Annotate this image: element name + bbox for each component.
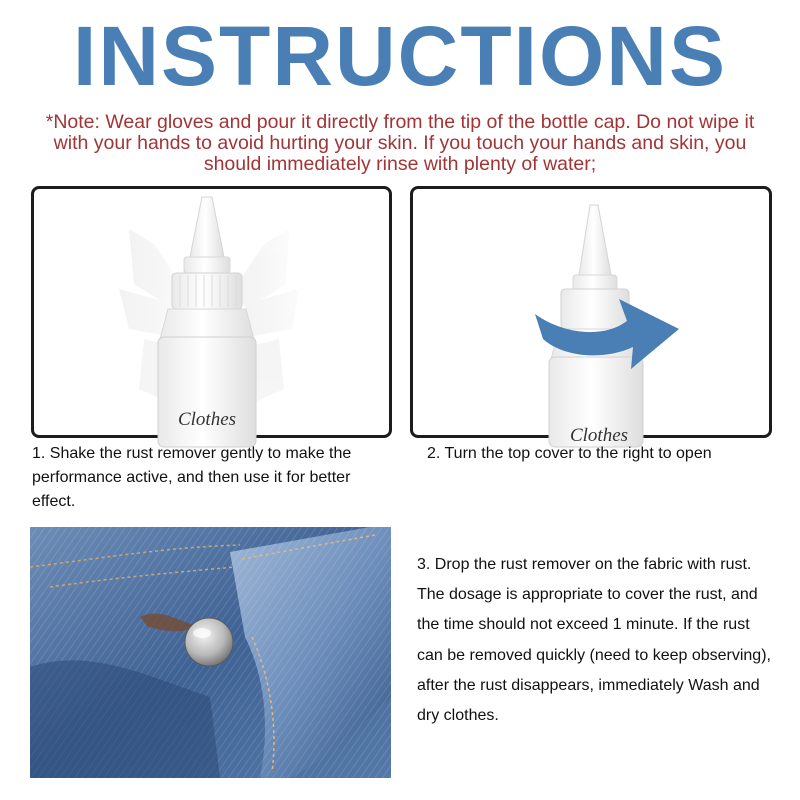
step3-caption: 3. Drop the rust remover on the fabric with rust. The dosage is appropriate to cover the rust, and the time should not exceed 1 minute. If the rust can be removed quickly (need to keep observing), after the rust disappears, immediately Wash and dry clothes. xyxy=(417,556,771,725)
step2-image-panel xyxy=(410,186,772,446)
denim-collar-photo xyxy=(30,527,391,778)
step1-caption: 1. Shake the rust remover gently to make the performance active, and then use it for better effect. xyxy=(32,445,352,510)
page-title: INSTRUCTIONS xyxy=(73,9,727,103)
open-cap-illustration xyxy=(413,189,769,446)
warning-note: *Note: Wear gloves and pour it directly from the tip of the bottle cap. Do not wipe it with your hands to avoid hurting your skin. If you touch your hands and skin, you should immediately rinse with plenty of water; xyxy=(45,111,755,175)
metal-button-icon xyxy=(185,618,233,666)
step2-caption: 2. Turn the top cover to the right to open xyxy=(427,445,712,462)
step1-image-panel xyxy=(31,186,392,438)
shaking-bottle-illustration xyxy=(34,189,389,435)
bottle-label-text: Clothes xyxy=(569,425,629,446)
bottle-label-text: Clothes xyxy=(177,409,237,430)
